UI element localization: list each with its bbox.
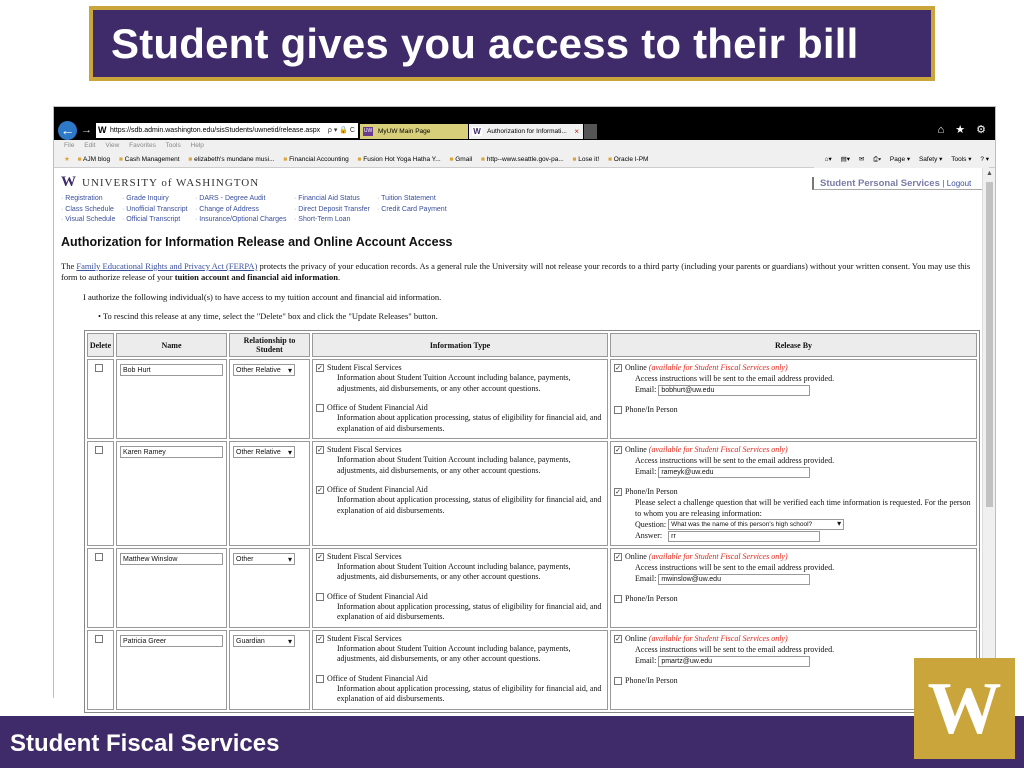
answer-label: Answer:	[635, 531, 663, 541]
osfa-label: Office of Student Financial Aid	[327, 591, 428, 601]
col-header-delete: Delete	[87, 333, 114, 357]
new-tab-button[interactable]	[584, 124, 597, 139]
nav-link-official-transcript[interactable]: · Official Transcript	[122, 215, 188, 226]
relationship-select[interactable]: Other ▾	[233, 553, 295, 565]
delete-checkbox[interactable]	[95, 635, 103, 643]
name-input[interactable]: Bob Hurt	[120, 364, 223, 376]
favorite-item[interactable]: ■ Fusion Hot Yoga Hatha Y...	[358, 156, 441, 163]
phone-checkbox[interactable]	[614, 406, 622, 414]
phone-label: Phone/In Person	[625, 486, 678, 496]
online-note: (available for Student Fiscal Services only)	[648, 551, 788, 561]
relationship-select[interactable]: Guardian ▾	[233, 635, 295, 647]
email-input[interactable]: rameyk@uw.edu	[658, 467, 810, 478]
online-note: (available for Student Fiscal Services only)	[648, 363, 788, 372]
tab-myuw[interactable]	[360, 124, 468, 139]
nav-link-direct-deposit[interactable]: · Direct Deposit Transfer	[294, 205, 370, 216]
title-banner	[89, 6, 935, 81]
nav-link-financial-aid-status[interactable]: · Financial Aid Status	[294, 194, 370, 205]
access-note: Access instructions will be sent to the email address provided.	[635, 374, 835, 383]
email-label: Email:	[635, 467, 657, 476]
sfs-checkbox[interactable]	[316, 364, 324, 372]
name-input[interactable]: Patricia Greer	[120, 635, 223, 647]
authorize-statement: I authorize the following individual(s) to have access to my tuition account and financial aid information.	[83, 292, 442, 302]
osfa-checkbox[interactable]	[316, 675, 324, 683]
tab-close-icon[interactable]: ×	[574, 127, 579, 136]
name-cell	[116, 441, 227, 546]
tab-authorization-label: Authorization for Informati...	[487, 128, 567, 135]
email-input[interactable]: mwinslow@uw.edu	[658, 574, 810, 585]
table-row	[87, 441, 977, 546]
online-checkbox[interactable]	[614, 553, 622, 561]
back-arrow-icon[interactable]: ←	[58, 121, 77, 140]
online-note: (available for Student Fiscal Services only)	[648, 445, 788, 454]
menu-tools[interactable]: Tools	[165, 142, 181, 149]
cmd-page[interactable]: Page ▾	[889, 156, 911, 163]
email-label: Email:	[635, 655, 657, 665]
slide-title: Student gives you access to their bill	[111, 19, 859, 67]
nav-link-registration[interactable]: · Registration	[61, 194, 115, 205]
email-label: Email:	[635, 573, 657, 583]
online-checkbox[interactable]	[614, 635, 622, 643]
sfs-description: Information about Student Tuition Account including balance, payments, adjustments, aid disbursements, or any other account questions.	[337, 561, 571, 582]
browser-toolbar-icons[interactable]: ⌂ ★ ⚙	[937, 124, 990, 136]
address-url: https://sdb.admin.washington.edu/sisStudents/uwnetid/release.aspx	[110, 127, 321, 134]
uw-logo[interactable]	[61, 174, 259, 191]
uw-logo-mark: W	[61, 174, 77, 190]
osfa-checkbox[interactable]	[316, 486, 324, 494]
info-type-cell	[312, 630, 608, 710]
scrollbar-thumb[interactable]	[986, 182, 993, 507]
phone-label: Phone/In Person	[625, 404, 678, 414]
logout-link[interactable]: | Logout	[942, 179, 972, 188]
uw-logo-text: UNIVERSITY of WASHINGTON	[82, 177, 260, 189]
osfa-label: Office of Student Financial Aid	[327, 673, 428, 683]
relationship-cell	[229, 548, 310, 628]
scroll-up-icon[interactable]: ▲	[986, 170, 993, 177]
menu-help[interactable]: Help	[190, 142, 204, 149]
question-label: Question:	[635, 519, 667, 529]
browser-nav-bar	[54, 107, 995, 140]
menu-favorites[interactable]: Favorites	[129, 142, 156, 149]
print-icon[interactable]: ⎙▾	[873, 156, 882, 163]
address-bar[interactable]	[96, 123, 358, 138]
footer-bar	[0, 716, 1024, 768]
browser-screenshot	[53, 106, 996, 704]
table-row	[87, 630, 977, 710]
relationship-cell	[229, 359, 310, 439]
nav-link-insurance[interactable]: · Insurance/Optional Charges	[195, 215, 286, 226]
name-cell	[116, 630, 227, 710]
page-title: Authorization for Information Release and Online Account Access	[61, 235, 453, 249]
osfa-description: Information about application processing, status of eligibility for financial aid, and explanation of aid disbursements.	[337, 683, 602, 704]
ferpa-end: .	[337, 272, 341, 282]
col-header-name: Name	[116, 333, 227, 357]
delete-cell	[87, 441, 114, 546]
uw-w-logo	[914, 658, 1015, 759]
address-controls[interactable]: ρ ▾ 🔒 C	[327, 127, 355, 134]
relationship-select[interactable]: Other Relative ▾	[233, 364, 295, 376]
nav-link-short-term-loan[interactable]: · Short-Term Loan	[294, 215, 370, 226]
table-header-row	[87, 333, 977, 357]
page-scrollbar[interactable]	[982, 168, 995, 699]
osfa-label: Office of Student Financial Aid	[327, 403, 428, 412]
info-type-cell	[312, 359, 608, 439]
col-header-relationship: Relationship to Student	[229, 333, 310, 357]
nav-link-unofficial-transcript[interactable]: · Unofficial Transcript	[122, 205, 188, 216]
sfs-label: Student Fiscal Services	[327, 445, 402, 454]
student-personal-services-link[interactable]	[812, 177, 983, 190]
info-type-cell	[312, 548, 608, 628]
sfs-description: Information about Student Tuition Account including balance, payments, adjustments, aid disbursements, or any other account questions.	[337, 373, 571, 393]
myuw-favicon-icon: UW	[363, 128, 373, 134]
osfa-checkbox[interactable]	[316, 593, 324, 601]
email-input[interactable]: pmartz@uw.edu	[658, 656, 810, 667]
table-row	[87, 359, 977, 439]
table-row	[87, 548, 977, 628]
favorite-item[interactable]: ■ AJM blog	[78, 156, 110, 163]
osfa-checkbox[interactable]	[316, 404, 324, 412]
access-note: Access instructions will be sent to the email address provided.	[635, 644, 835, 654]
online-note: (available for Student Fiscal Services only)	[648, 633, 788, 643]
favorite-item[interactable]: ■ Cash Management	[119, 156, 180, 163]
favorite-item[interactable]: ■ Lose it!	[573, 156, 600, 163]
email-label: Email:	[635, 385, 657, 394]
sfs-checkbox[interactable]	[316, 446, 324, 454]
favorite-item[interactable]: ■ Gmail	[450, 156, 473, 163]
favorite-item[interactable]: ■ Oracle I-PM	[608, 156, 648, 163]
name-cell	[116, 548, 227, 628]
col-header-release-by: Release By	[610, 333, 977, 357]
feeds-icon[interactable]: ▤▾	[840, 156, 851, 163]
delete-checkbox[interactable]	[95, 553, 103, 561]
sfs-description: Information about Student Tuition Account including balance, payments, adjustments, aid disbursements, or any other account questions.	[337, 455, 571, 475]
command-bar	[814, 151, 989, 168]
title-banner-inner	[93, 10, 931, 77]
online-label: Online	[625, 445, 647, 454]
release-by-cell	[610, 441, 977, 546]
delete-checkbox[interactable]	[95, 364, 103, 372]
phone-checkbox[interactable]	[614, 677, 622, 685]
nav-link-credit-card-payment[interactable]: · Credit Card Payment	[377, 205, 447, 216]
release-by-cell	[610, 359, 977, 439]
favorite-item[interactable]: ■ Financial Accounting	[283, 156, 348, 163]
answer-input[interactable]: rr	[668, 531, 820, 542]
favorites-star-icon[interactable]: ★	[64, 156, 70, 163]
phone-checkbox[interactable]	[614, 595, 622, 603]
osfa-label: Office of Student Financial Aid	[327, 485, 428, 494]
access-note: Access instructions will be sent to the email address provided.	[635, 562, 835, 572]
ferpa-pre: The	[61, 261, 77, 271]
favorite-item[interactable]: ■ http--www.seattle.gov-pa...	[481, 156, 564, 163]
release-by-cell	[610, 548, 977, 628]
menu-view[interactable]: View	[105, 142, 120, 149]
mail-icon[interactable]: ✉	[858, 156, 865, 163]
sfs-checkbox[interactable]	[316, 635, 324, 643]
osfa-description: Information about application processing, status of eligibility for financial aid, and explanation of aid disbursements.	[337, 601, 602, 622]
phone-label: Phone/In Person	[625, 593, 678, 603]
uw-favicon-icon: W	[98, 125, 107, 135]
delete-checkbox[interactable]	[95, 446, 103, 454]
menu-file[interactable]: File	[64, 142, 75, 149]
delete-cell	[87, 359, 114, 439]
ferpa-link[interactable]: Family Educational Rights and Privacy Act (FERPA)	[76, 261, 258, 271]
phone-label: Phone/In Person	[625, 675, 678, 685]
menu-edit[interactable]: Edit	[84, 142, 96, 149]
online-label: Online	[625, 363, 647, 372]
sfs-description: Information about Student Tuition Account including balance, payments, adjustments, aid disbursements, or any other account questions.	[337, 643, 571, 664]
online-label: Online	[625, 551, 647, 561]
web-page	[54, 168, 983, 704]
favorite-item[interactable]: ■ elizabeth's mundane musi...	[188, 156, 274, 163]
cmd-safety[interactable]: Safety ▾	[918, 156, 943, 163]
nav-link-dars[interactable]: · DARS - Degree Audit	[195, 194, 286, 205]
tab-myuw-label: MyUW Main Page	[378, 128, 431, 135]
relationship-select[interactable]: Other Relative ▾	[233, 446, 295, 458]
nav-link-visual-schedule[interactable]: · Visual Schedule	[61, 215, 115, 226]
relationship-cell	[229, 441, 310, 546]
info-type-cell	[312, 441, 608, 546]
name-input[interactable]: Matthew Winslow	[120, 553, 223, 565]
nav-link-tuition-statement[interactable]: · Tuition Statement	[377, 194, 447, 205]
ferpa-bold: tuition account and financial aid information	[174, 272, 338, 282]
cmd-tools[interactable]: Tools ▾	[951, 156, 972, 163]
relationship-cell	[229, 630, 310, 710]
email-input[interactable]: bobhurt@uw.edu	[658, 385, 810, 396]
nav-link-grade-inquiry[interactable]: · Grade Inquiry	[122, 194, 188, 205]
sfs-label: Student Fiscal Services	[327, 363, 402, 372]
cmd-help[interactable]: ? ▾	[980, 156, 989, 163]
home-icon[interactable]: ⌂▾	[824, 156, 832, 163]
online-checkbox[interactable]	[614, 446, 622, 454]
ferpa-paragraph	[61, 261, 979, 283]
nav-link-change-of-address[interactable]: · Change of Address	[195, 205, 286, 216]
uw-w-letter: W	[927, 667, 1002, 750]
rescind-instruction: • To rescind this release at any time, select the "Delete" box and click the "Update Releases" button.	[98, 311, 438, 321]
online-checkbox[interactable]	[614, 364, 622, 372]
name-cell	[116, 359, 227, 439]
footer-label: Student Fiscal Services	[10, 730, 280, 757]
menu-bar	[54, 140, 995, 151]
delete-cell	[87, 548, 114, 628]
online-label: Online	[625, 633, 647, 643]
question-select[interactable]: What was the name of this person's high school? ▾	[668, 519, 844, 530]
delete-cell	[87, 630, 114, 710]
release-table	[84, 330, 980, 713]
tab-authorization[interactable]	[469, 124, 583, 139]
name-input[interactable]: Karen Ramey	[120, 446, 223, 458]
access-note: Access instructions will be sent to the email address provided.	[635, 456, 835, 465]
col-header-info-type: Information Type	[312, 333, 608, 357]
osfa-description: Information about application processing, status of eligibility for financial aid, and explanation of aid disbursements.	[337, 413, 602, 433]
sfs-checkbox[interactable]	[316, 553, 324, 561]
ferpa-mid: protects the privacy of your education records. As a general rule the University will not release your records to a third party (including your parents or guardians) without your written consent. You may use this form to authorize release of your	[61, 261, 971, 282]
nav-link-class-schedule[interactable]: · Class Schedule	[61, 205, 115, 216]
osfa-description: Information about application processing, status of eligibility for financial aid, and explanation of aid disbursements.	[337, 495, 602, 515]
forward-arrow-icon[interactable]: →	[81, 124, 92, 136]
challenge-note: Please select a challenge question that will be verified each time information is requested. For the person to whom you are releasing information:	[635, 497, 971, 518]
sfs-label: Student Fiscal Services	[327, 633, 402, 643]
phone-checkbox[interactable]	[614, 488, 622, 496]
sps-link-label: Student Personal Services	[820, 178, 940, 189]
sfs-label: Student Fiscal Services	[327, 551, 402, 561]
uw-tab-favicon-icon: W	[473, 127, 481, 136]
